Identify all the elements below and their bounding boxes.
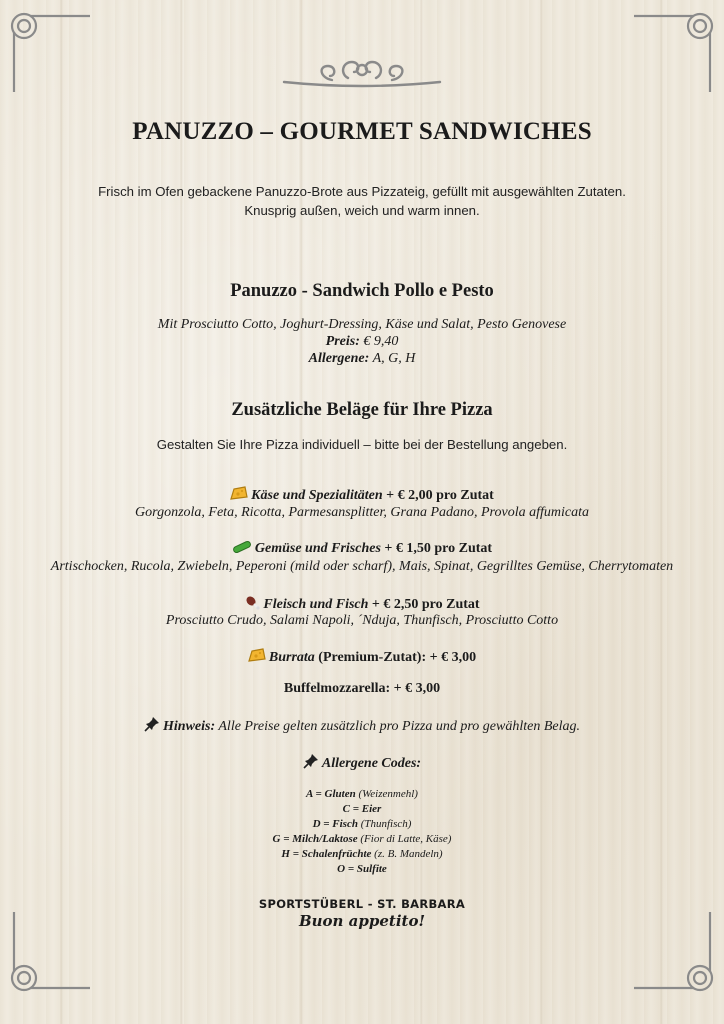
meat-icon [244, 594, 260, 610]
price-note [0, 716, 724, 735]
cucumber-icon [232, 540, 252, 554]
note-text: Alle Preise gelten zusätzlich pro Pizza und pro gewählten Belag. [218, 719, 580, 734]
signoff: Buon appetito! [298, 912, 426, 930]
topping-category-cheese [0, 486, 724, 504]
category-items: Gorgonzola, Feta, Ricotta, Parmesansplitter, Grana Padano, Provola affumicata [135, 505, 589, 520]
page-title: PANUZZO – GOURMET SANDWICHES [132, 118, 592, 145]
allergen-code: O = Sulfite [337, 863, 387, 875]
corner-ornament-top-right [634, 8, 718, 92]
category-name: Gemüse und Frisches [254, 541, 381, 556]
intro-line-1: Frisch im Ofen gebackene Panuzzo-Brote aus Pizzateig, gefüllt mit ausgewählten Zutaten. [98, 184, 626, 199]
restaurant-name: SPORTSTÜBERL - ST. BARBARA [258, 897, 466, 911]
allergens-label: Allergene: [308, 351, 370, 366]
toppings-subtitle: Gestalten Sie Ihre Pizza individuell – bitte bei der Bestellung angeben. [156, 437, 568, 452]
category-items: Artischocken, Rucola, Zwiebeln, Peperoni (mild oder scharf), Mais, Spinat, Gegrilltes Gemüse, Cherrytomaten [50, 559, 674, 574]
category-price: + € 1,50 pro Zutat [384, 541, 493, 556]
sandwich-allergens [0, 351, 724, 367]
category-items: Prosciutto Crudo, Salami Napoli, ´Nduja, Thunfisch, Prosciutto Cotto [165, 613, 559, 628]
sandwich-description: Mit Prosciutto Cotto, Joghurt-Dressing, Käse und Salat, Pesto Genovese [157, 317, 567, 332]
sandwich-price [0, 334, 724, 350]
category-name: Käse und Spezialitäten [251, 488, 383, 503]
price-label: Preis: [325, 334, 360, 349]
allergen-code: C = Eier [342, 803, 382, 815]
allergen-code: H = Schalenfrüchte (z. B. Mandeln) [281, 848, 443, 860]
cheese-icon [230, 486, 248, 501]
corner-ornament-top-left [6, 8, 90, 92]
intro-line-2: Knusprig außen, weich und warm innen. [244, 203, 480, 218]
flourish-ornament [280, 56, 444, 92]
pushpin-icon [144, 716, 160, 732]
topping-category-vegetables [0, 540, 724, 557]
category-price: + € 2,00 pro Zutat [386, 488, 494, 503]
category-name: Burrata [268, 650, 315, 665]
cheese-icon [248, 648, 266, 663]
sandwich-name: Panuzzo - Sandwich Pollo e Pesto [230, 281, 494, 301]
category-price: (Premium-Zutat): + € 3,00 [318, 650, 477, 665]
topping-burrata [0, 648, 724, 666]
note-label: Hinweis: [163, 719, 216, 734]
toppings-heading: Zusätzliche Beläge für Ihre Pizza [231, 400, 493, 420]
pushpin-icon [303, 753, 319, 769]
category-price: + € 2,50 pro Zutat [371, 597, 480, 612]
price-value: € 9,40 [363, 334, 399, 349]
allergen-code: D = Fisch (Thunfisch) [312, 818, 412, 830]
allergen-code: A = Gluten (Weizenmehl) [306, 788, 418, 800]
category-name: Fleisch und Fisch [263, 597, 369, 612]
allergen-code: G = Milch/Laktose (Fior di Latte, Käse) [272, 833, 452, 845]
allergens-value: A, G, H [372, 351, 416, 366]
topping-buffelmozzarella: Buffelmozzarella: + € 3,00 [283, 681, 441, 696]
allergen-codes-heading: Allergene Codes: [0, 753, 724, 772]
topping-category-meat-fish [0, 594, 724, 613]
